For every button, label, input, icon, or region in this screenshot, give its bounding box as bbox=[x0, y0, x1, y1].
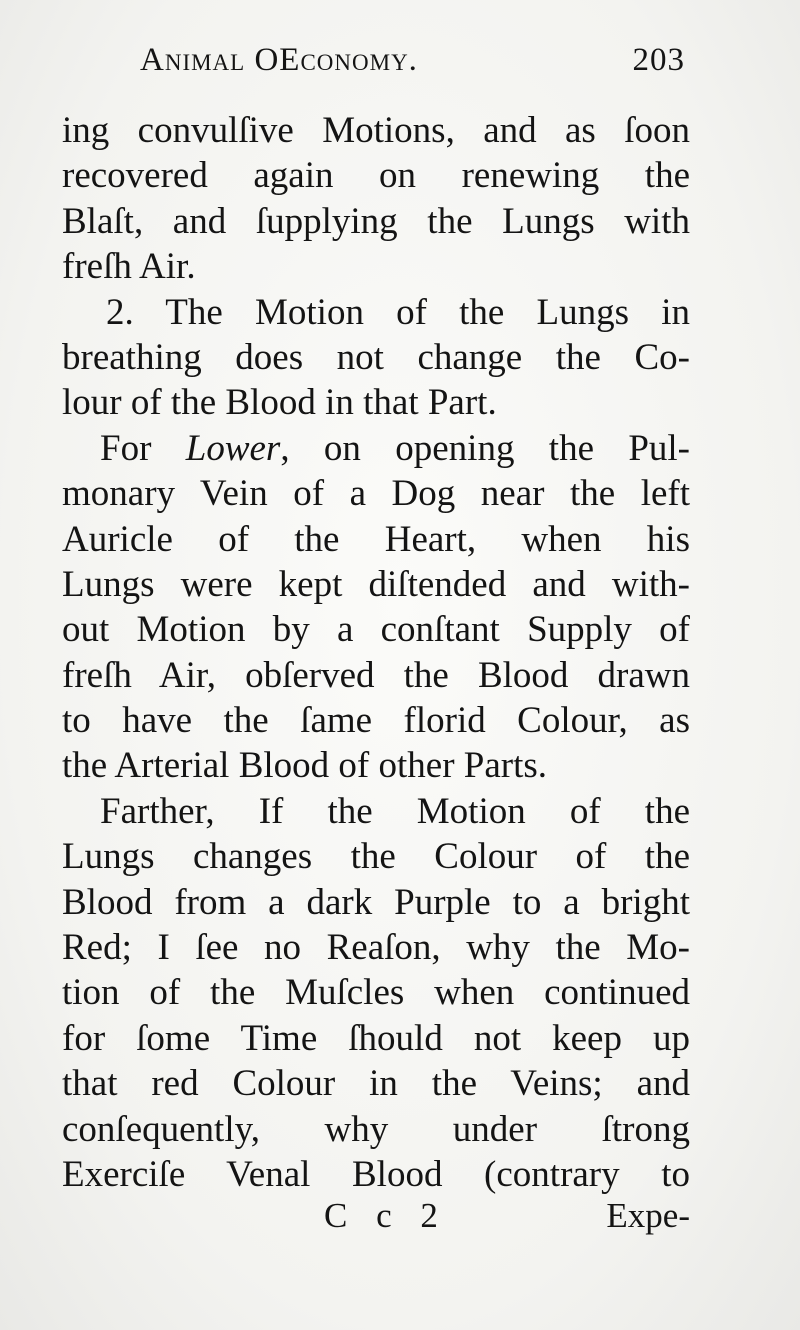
text-line: recovered again on renewing the bbox=[62, 155, 690, 197]
page-number: 203 bbox=[632, 42, 685, 78]
text-line-with-italic bbox=[62, 426, 690, 471]
text-line: Lungs changes the Colour of the bbox=[62, 836, 690, 878]
text-line: freſh Air, obſerved the Blood drawn bbox=[62, 654, 690, 696]
catchword: Expe- bbox=[606, 1196, 690, 1235]
text-line: Lungs were kept diſtended and with- bbox=[62, 563, 690, 605]
signature-mark: C c 2 bbox=[324, 1196, 448, 1235]
text-line: for ſome Time ſhould not keep up bbox=[62, 1017, 690, 1059]
text-fragment: , on opening the Pul- bbox=[280, 427, 690, 469]
text-line: Blood from a dark Purple to a bright bbox=[62, 881, 690, 923]
text-line: Exerciſe Venal Blood (contrary to bbox=[62, 1153, 690, 1195]
text-line: lour of the Blood in that Part. bbox=[62, 382, 497, 424]
text-line: freſh Air. bbox=[62, 246, 196, 288]
text-line: conſequently, why under ſtrong bbox=[62, 1108, 690, 1150]
page-footer bbox=[62, 1196, 690, 1246]
text-line: to have the ſame florid Colour, as bbox=[62, 700, 690, 742]
text-line: tion of the Muſcles when continued bbox=[62, 972, 690, 1014]
text-line: the Arterial Blood of other Parts. bbox=[62, 745, 548, 787]
text-line: monary Vein of a Dog near the left bbox=[62, 473, 690, 515]
italic-name-lower: Lower bbox=[185, 427, 281, 469]
text-line: ing convulſive Motions, and as ſoon bbox=[62, 110, 690, 151]
text-line: Farther, If the Motion of the bbox=[100, 790, 690, 832]
text-line: Auricle of the Heart, when his bbox=[62, 518, 690, 560]
text-line: Red; I ſee no Reaſon, why the Mo- bbox=[62, 927, 690, 969]
text-line: Blaſt, and ſupplying the Lungs with bbox=[62, 200, 690, 242]
text-line: 2. The Motion of the Lungs in bbox=[106, 291, 690, 333]
body-text bbox=[62, 108, 690, 1197]
text-line: out Motion by a conſtant Supply of bbox=[62, 609, 690, 651]
text-line: breathing does not change the Co- bbox=[62, 336, 690, 378]
running-head bbox=[140, 42, 685, 92]
running-title: Animal OEconomy. bbox=[140, 42, 418, 78]
text-line: that red Colour in the Veins; and bbox=[62, 1063, 690, 1105]
text-fragment: For bbox=[100, 427, 152, 469]
